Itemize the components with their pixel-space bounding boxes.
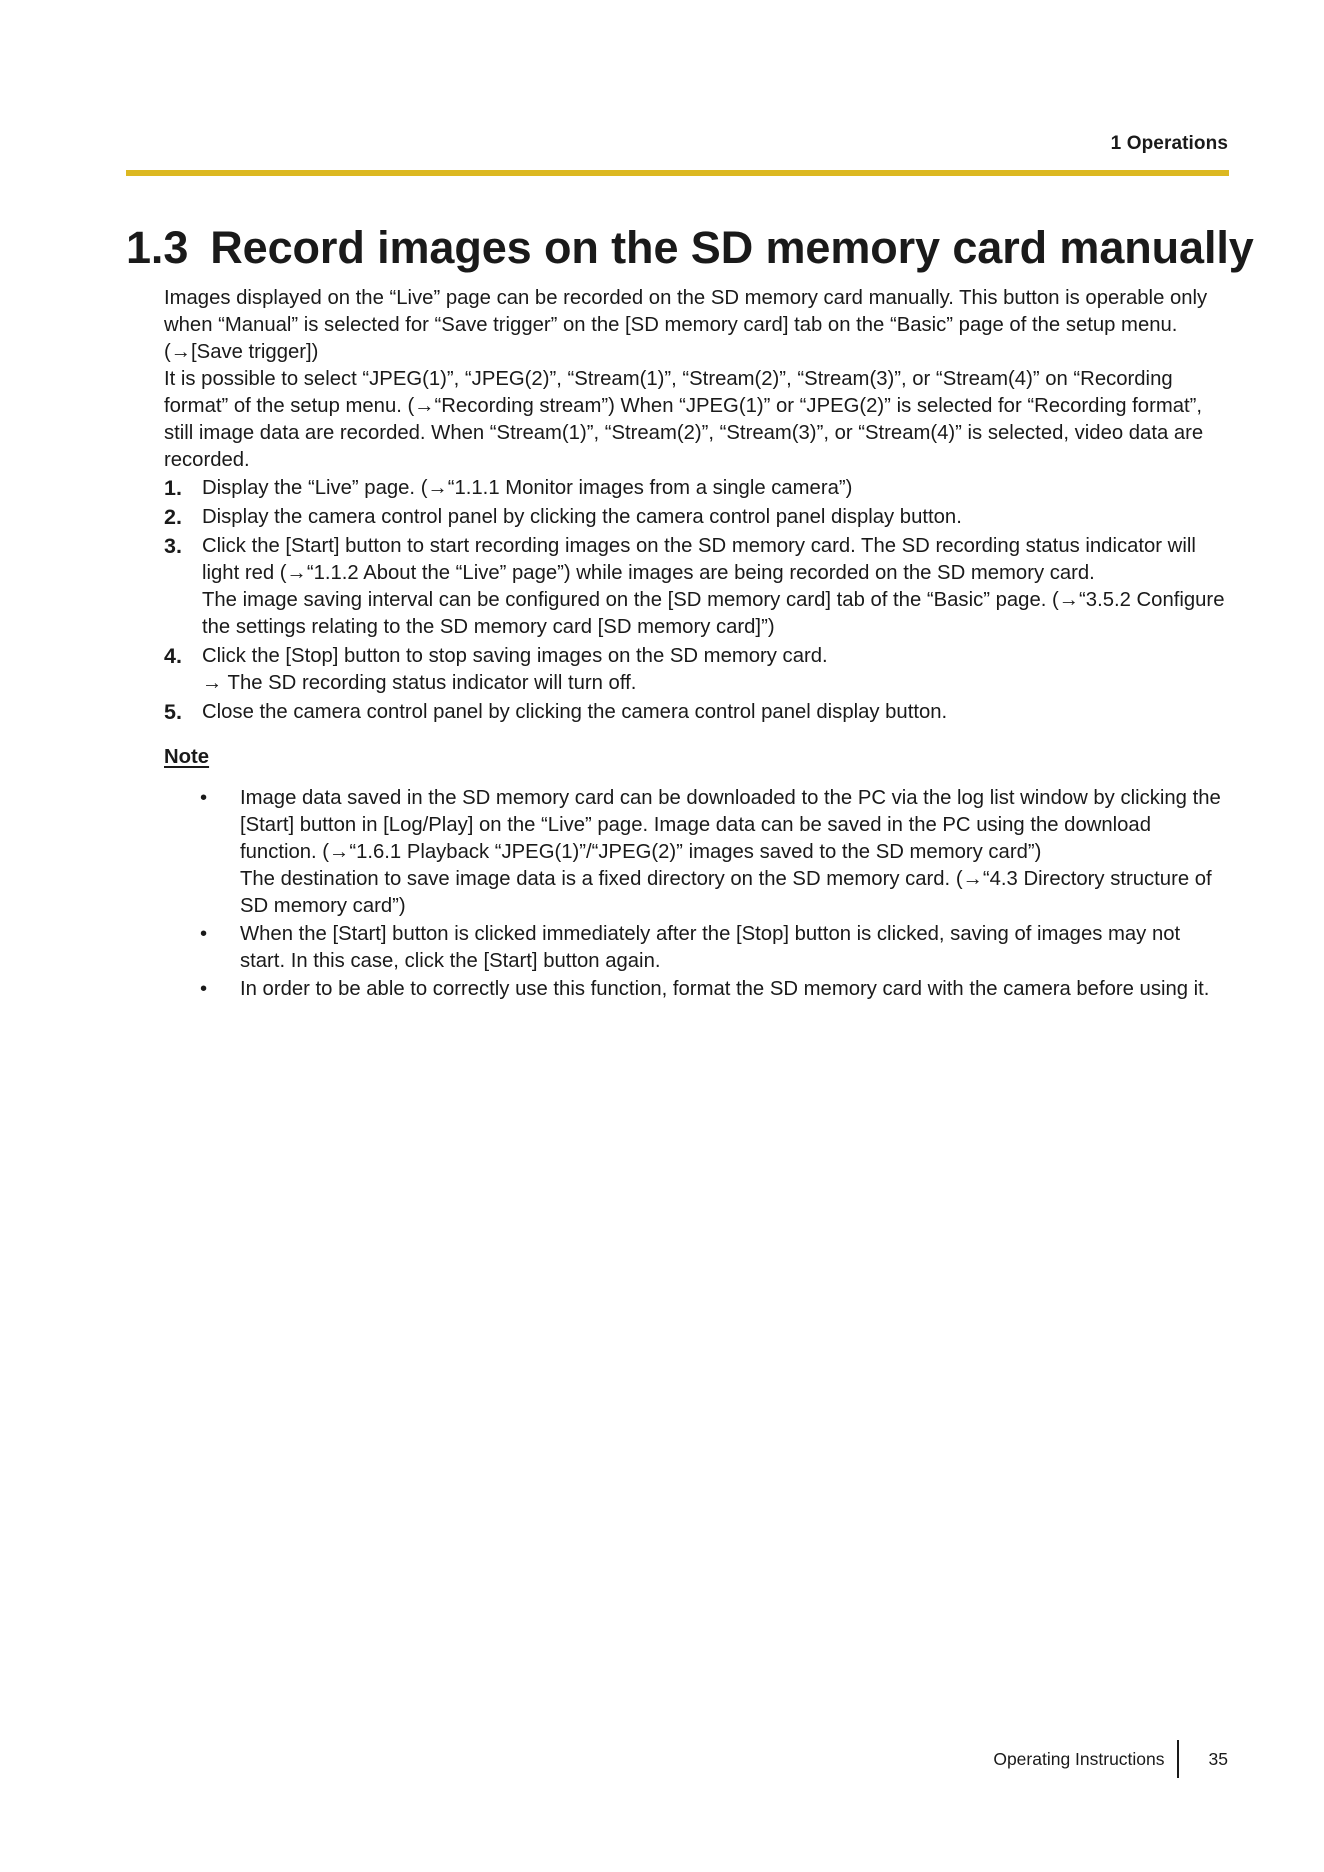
intro: [164, 285, 1229, 474]
note-list: [164, 785, 1229, 1003]
step-item: [164, 475, 1229, 502]
step-item: [164, 504, 1229, 531]
step-text: Display the camera control panel by clicking the camera control panel display button.: [202, 506, 962, 528]
note-paragraph: The destination to save image data is a fixed directory on the SD memory card. (→“4.3 Directory structure of SD memory card”): [240, 868, 1212, 917]
note-item: [164, 976, 1229, 1003]
running-header-section: 1 Operations: [1110, 133, 1228, 154]
note-paragraph: Image data saved in the SD memory card can be downloaded to the PC via the log list window by clicking the [Start] button in [Log/Play] on the “Live” page. Image data can be saved in the PC using the download function. (→“1.6.1 Playback “JPEG(1)”/“JPEG(2)” images saved to the SD memory card”): [240, 787, 1221, 863]
main-content: [164, 285, 1229, 1004]
step-number: 4.: [164, 644, 182, 668]
step-number: 1.: [164, 476, 182, 500]
note-item: [164, 785, 1229, 920]
section-number: 1.3: [126, 222, 189, 273]
step-text: Click the [Start] button to start recording images on the SD memory card. The SD recording status indicator will light red (→“1.1.2 About the “Live” page”) while images are being recorded on the SD memory card.: [202, 535, 1196, 584]
note-item: [164, 921, 1229, 975]
step-number: 2.: [164, 505, 182, 529]
section-title: Record images on the SD memory card manually: [210, 222, 1254, 273]
note-paragraph: In order to be able to correctly use this function, format the SD memory card with the camera before using it.: [240, 978, 1210, 1000]
step-item: [164, 699, 1229, 726]
step-item: [164, 643, 1229, 697]
step-result: → The SD recording status indicator will turn off.: [202, 672, 637, 694]
procedure-steps: [164, 475, 1229, 726]
step-text: Display the “Live” page. (→“1.1.1 Monitor images from a single camera”): [202, 477, 853, 499]
page-footer: [993, 1740, 1228, 1778]
bullet-icon: •: [200, 923, 208, 945]
footer-document-name: Operating Instructions: [993, 1748, 1165, 1769]
header-rule: [126, 170, 1229, 176]
step-text: Click the [Stop] button to stop saving images on the SD memory card.: [202, 645, 828, 667]
step-item: [164, 533, 1229, 641]
step-text: Close the camera control panel by clicking the camera control panel display button.: [202, 701, 948, 723]
step-text: The image saving interval can be configured on the [SD memory card] tab of the “Basic” page. (→“3.5.2 Configure the settings relating to the SD memory card [SD memory card]”): [202, 589, 1225, 638]
intro-paragraph: Images displayed on the “Live” page can be recorded on the SD memory card manually. This button is operable only when “Manual” is selected for “Save trigger” on the [SD memory card] tab on the “Basic” page of the setup menu. (→[Save trigger]): [164, 287, 1208, 363]
intro-paragraph: It is possible to select “JPEG(1)”, “JPEG(2)”, “Stream(1)”, “Stream(2)”, “Stream(3)”, or “Stream(4)” on “Recording format” of the setup menu. (→“Recording stream”) When “JPEG(1)” or “JPEG(2)” is selected for “Recording format”, still image data are recorded. When “Stream(1)”, “Stream(2)”, “Stream(3)”, or “Stream(4)” is selected, video data are recorded.: [164, 368, 1204, 471]
bullet-icon: •: [200, 787, 208, 809]
page-number: 35: [1208, 1748, 1228, 1769]
note-heading: Note: [164, 746, 210, 768]
bullet-icon: •: [200, 978, 208, 1000]
step-number: 5.: [164, 700, 182, 724]
page-title: [126, 218, 1254, 278]
note-paragraph: When the [Start] button is clicked immediately after the [Stop] button is clicked, saving of images may not start. In this case, click the [Start] button again.: [240, 923, 1181, 972]
step-number: 3.: [164, 534, 182, 558]
